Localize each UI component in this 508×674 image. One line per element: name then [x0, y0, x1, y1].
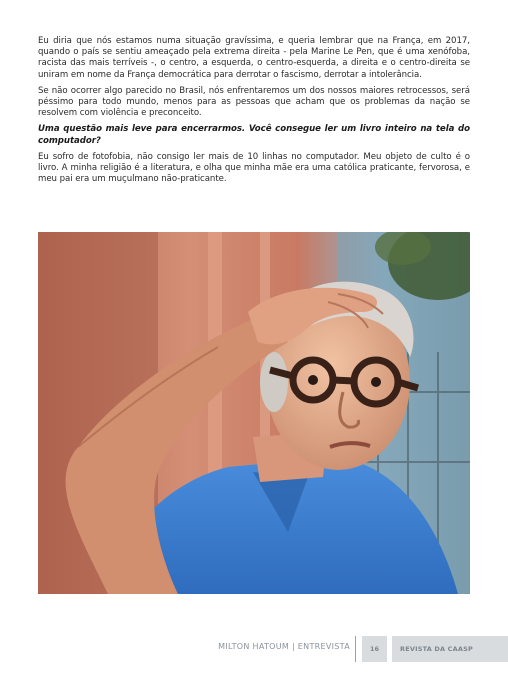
footer-divider	[355, 636, 356, 662]
paragraph-1: Eu diria que nós estamos numa situação gravíssima, e queria lembrar que na França, em 2017, quando o país se sentiu ameaçado pela extrema direita - pela Marine Le Pen, que é uma xenófoba, racista das mais terríveis -, o centro, a esquerda, o centro-esquerda, a direita e o centro-direita se uniram em nome da França democrática para derrotar o fascismo, derrotar a intolerância.	[38, 36, 470, 80]
paragraph-2: Se não ocorrer algo parecido no Brasil, nós enfrentaremos um dos nossos maiores retrocessos, será péssimo para todo mundo, menos para as pessoas que acham que os problemas da nação se resolvem com violência e preconceito.	[38, 85, 470, 119]
article-body	[38, 36, 470, 190]
page-number: 16	[362, 636, 387, 662]
interview-question: Uma questão mais leve para encerrarmos. Você consegue ler um livro inteiro na tela do computador?	[38, 124, 470, 146]
footer-section-label: MILTON HATOUM | ENTREVISTA	[218, 642, 350, 651]
interview-answer: Eu sofro de fotofobia, não consigo ler mais de 10 linhas no computador. Meu objeto de culto é o livro. A minha religião é a literatura, e olha que minha mãe era uma católica praticante, fervorosa, e meu pai era um muçulmano não-praticante.	[38, 151, 470, 185]
page-footer	[0, 634, 508, 664]
portrait-photo	[38, 232, 470, 594]
magazine-name: REVISTA DA CAASP	[392, 636, 508, 662]
man-portrait-icon	[38, 232, 470, 594]
